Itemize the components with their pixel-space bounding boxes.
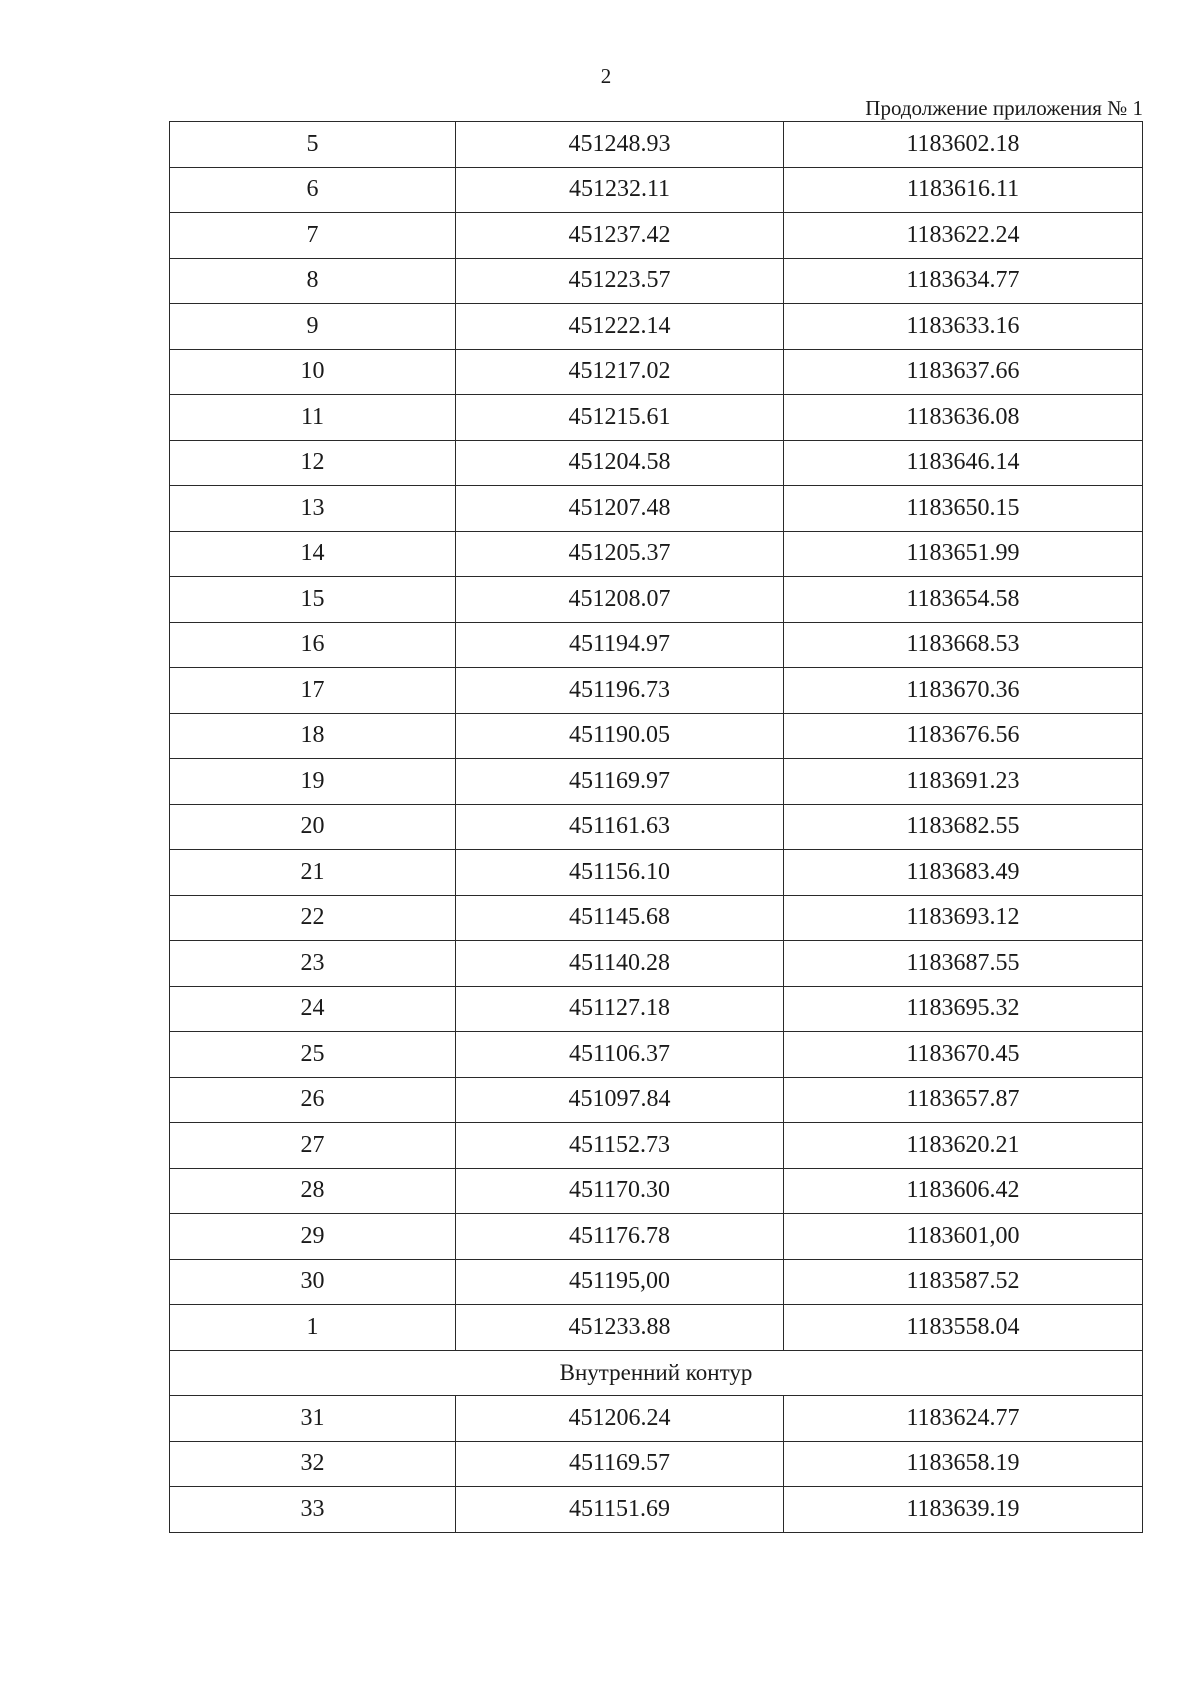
x-coordinate-cell: 451161.63 xyxy=(456,804,784,850)
table-row xyxy=(170,122,1143,168)
table-row xyxy=(170,1305,1143,1351)
y-coordinate-cell: 1183636.08 xyxy=(784,395,1143,441)
x-coordinate-cell: 451194.97 xyxy=(456,622,784,668)
page-number: 2 xyxy=(600,64,612,88)
table-row xyxy=(170,713,1143,759)
x-coordinate-cell: 451190.05 xyxy=(456,713,784,759)
x-coordinate-cell: 451248.93 xyxy=(456,122,784,168)
y-coordinate-cell: 1183695.32 xyxy=(784,986,1143,1032)
y-coordinate-cell: 1183624.77 xyxy=(784,1396,1143,1442)
x-coordinate-cell: 451207.48 xyxy=(456,486,784,532)
table-row xyxy=(170,804,1143,850)
table-row xyxy=(170,1077,1143,1123)
y-coordinate-cell: 1183691.23 xyxy=(784,759,1143,805)
outer-contour-rows xyxy=(170,122,1143,1351)
point-number-cell: 17 xyxy=(170,668,456,714)
x-coordinate-cell: 451151.69 xyxy=(456,1487,784,1533)
y-coordinate-cell: 1183670.36 xyxy=(784,668,1143,714)
y-coordinate-cell: 1183622.24 xyxy=(784,213,1143,259)
point-number-cell: 32 xyxy=(170,1441,456,1487)
x-coordinate-cell: 451156.10 xyxy=(456,850,784,896)
table-row xyxy=(170,622,1143,668)
point-number-cell: 8 xyxy=(170,258,456,304)
y-coordinate-cell: 1183634.77 xyxy=(784,258,1143,304)
x-coordinate-cell: 451237.42 xyxy=(456,213,784,259)
y-coordinate-cell: 1183620.21 xyxy=(784,1123,1143,1169)
inner-contour-section xyxy=(170,1350,1143,1396)
y-coordinate-cell: 1183639.19 xyxy=(784,1487,1143,1533)
point-number-cell: 29 xyxy=(170,1214,456,1260)
y-coordinate-cell: 1183637.66 xyxy=(784,349,1143,395)
point-number-cell: 5 xyxy=(170,122,456,168)
point-number-cell: 20 xyxy=(170,804,456,850)
point-number-cell: 15 xyxy=(170,577,456,623)
point-number-cell: 12 xyxy=(170,440,456,486)
table-row xyxy=(170,304,1143,350)
table-row xyxy=(170,167,1143,213)
point-number-cell: 22 xyxy=(170,895,456,941)
y-coordinate-cell: 1183616.11 xyxy=(784,167,1143,213)
point-number-cell: 33 xyxy=(170,1487,456,1533)
x-coordinate-cell: 451169.97 xyxy=(456,759,784,805)
x-coordinate-cell: 451208.07 xyxy=(456,577,784,623)
table-row xyxy=(170,1441,1143,1487)
point-number-cell: 11 xyxy=(170,395,456,441)
table-row xyxy=(170,1168,1143,1214)
table-row xyxy=(170,1214,1143,1260)
x-coordinate-cell: 451170.30 xyxy=(456,1168,784,1214)
table-row xyxy=(170,668,1143,714)
table-row xyxy=(170,941,1143,987)
y-coordinate-cell: 1183601,00 xyxy=(784,1214,1143,1260)
coordinates-table xyxy=(169,121,1143,1533)
y-coordinate-cell: 1183650.15 xyxy=(784,486,1143,532)
table-row xyxy=(170,213,1143,259)
point-number-cell: 28 xyxy=(170,1168,456,1214)
y-coordinate-cell: 1183676.56 xyxy=(784,713,1143,759)
point-number-cell: 18 xyxy=(170,713,456,759)
y-coordinate-cell: 1183682.55 xyxy=(784,804,1143,850)
point-number-cell: 19 xyxy=(170,759,456,805)
inner-contour-label: Внутренний контур xyxy=(170,1350,1143,1396)
x-coordinate-cell: 451145.68 xyxy=(456,895,784,941)
point-number-cell: 6 xyxy=(170,167,456,213)
x-coordinate-cell: 451205.37 xyxy=(456,531,784,577)
point-number-cell: 7 xyxy=(170,213,456,259)
y-coordinate-cell: 1183687.55 xyxy=(784,941,1143,987)
table-row xyxy=(170,895,1143,941)
point-number-cell: 1 xyxy=(170,1305,456,1351)
y-coordinate-cell: 1183668.53 xyxy=(784,622,1143,668)
table-row xyxy=(170,759,1143,805)
x-coordinate-cell: 451223.57 xyxy=(456,258,784,304)
table-row xyxy=(170,1032,1143,1078)
point-number-cell: 31 xyxy=(170,1396,456,1442)
y-coordinate-cell: 1183606.42 xyxy=(784,1168,1143,1214)
x-coordinate-cell: 451169.57 xyxy=(456,1441,784,1487)
x-coordinate-cell: 451217.02 xyxy=(456,349,784,395)
y-coordinate-cell: 1183646.14 xyxy=(784,440,1143,486)
point-number-cell: 13 xyxy=(170,486,456,532)
inner-contour-rows xyxy=(170,1396,1143,1533)
point-number-cell: 10 xyxy=(170,349,456,395)
point-number-cell: 25 xyxy=(170,1032,456,1078)
point-number-cell: 14 xyxy=(170,531,456,577)
x-coordinate-cell: 451206.24 xyxy=(456,1396,784,1442)
table-row xyxy=(170,850,1143,896)
table-row xyxy=(170,1487,1143,1533)
point-number-cell: 9 xyxy=(170,304,456,350)
table-row xyxy=(170,258,1143,304)
y-coordinate-cell: 1183633.16 xyxy=(784,304,1143,350)
y-coordinate-cell: 1183558.04 xyxy=(784,1305,1143,1351)
table-row xyxy=(170,1396,1143,1442)
table-row xyxy=(170,486,1143,532)
table-row xyxy=(170,577,1143,623)
y-coordinate-cell: 1183693.12 xyxy=(784,895,1143,941)
y-coordinate-cell: 1183658.19 xyxy=(784,1441,1143,1487)
point-number-cell: 27 xyxy=(170,1123,456,1169)
x-coordinate-cell: 451222.14 xyxy=(456,304,784,350)
y-coordinate-cell: 1183657.87 xyxy=(784,1077,1143,1123)
point-number-cell: 21 xyxy=(170,850,456,896)
x-coordinate-cell: 451232.11 xyxy=(456,167,784,213)
y-coordinate-cell: 1183602.18 xyxy=(784,122,1143,168)
point-number-cell: 16 xyxy=(170,622,456,668)
y-coordinate-cell: 1183683.49 xyxy=(784,850,1143,896)
y-coordinate-cell: 1183670.45 xyxy=(784,1032,1143,1078)
y-coordinate-cell: 1183654.58 xyxy=(784,577,1143,623)
x-coordinate-cell: 451196.73 xyxy=(456,668,784,714)
x-coordinate-cell: 451097.84 xyxy=(456,1077,784,1123)
table-row xyxy=(170,1259,1143,1305)
point-number-cell: 30 xyxy=(170,1259,456,1305)
x-coordinate-cell: 451204.58 xyxy=(456,440,784,486)
x-coordinate-cell: 451215.61 xyxy=(456,395,784,441)
x-coordinate-cell: 451195,00 xyxy=(456,1259,784,1305)
point-number-cell: 26 xyxy=(170,1077,456,1123)
table-row xyxy=(170,986,1143,1032)
table-row xyxy=(170,349,1143,395)
table-row xyxy=(170,531,1143,577)
continuation-label: Продолжение приложения № 1 xyxy=(865,96,1143,120)
x-coordinate-cell: 451233.88 xyxy=(456,1305,784,1351)
x-coordinate-cell: 451176.78 xyxy=(456,1214,784,1260)
y-coordinate-cell: 1183651.99 xyxy=(784,531,1143,577)
table-row xyxy=(170,440,1143,486)
point-number-cell: 23 xyxy=(170,941,456,987)
x-coordinate-cell: 451152.73 xyxy=(456,1123,784,1169)
table-row xyxy=(170,1123,1143,1169)
x-coordinate-cell: 451140.28 xyxy=(456,941,784,987)
x-coordinate-cell: 451106.37 xyxy=(456,1032,784,1078)
x-coordinate-cell: 451127.18 xyxy=(456,986,784,1032)
table-row xyxy=(170,395,1143,441)
y-coordinate-cell: 1183587.52 xyxy=(784,1259,1143,1305)
section-header-row xyxy=(170,1350,1143,1396)
point-number-cell: 24 xyxy=(170,986,456,1032)
